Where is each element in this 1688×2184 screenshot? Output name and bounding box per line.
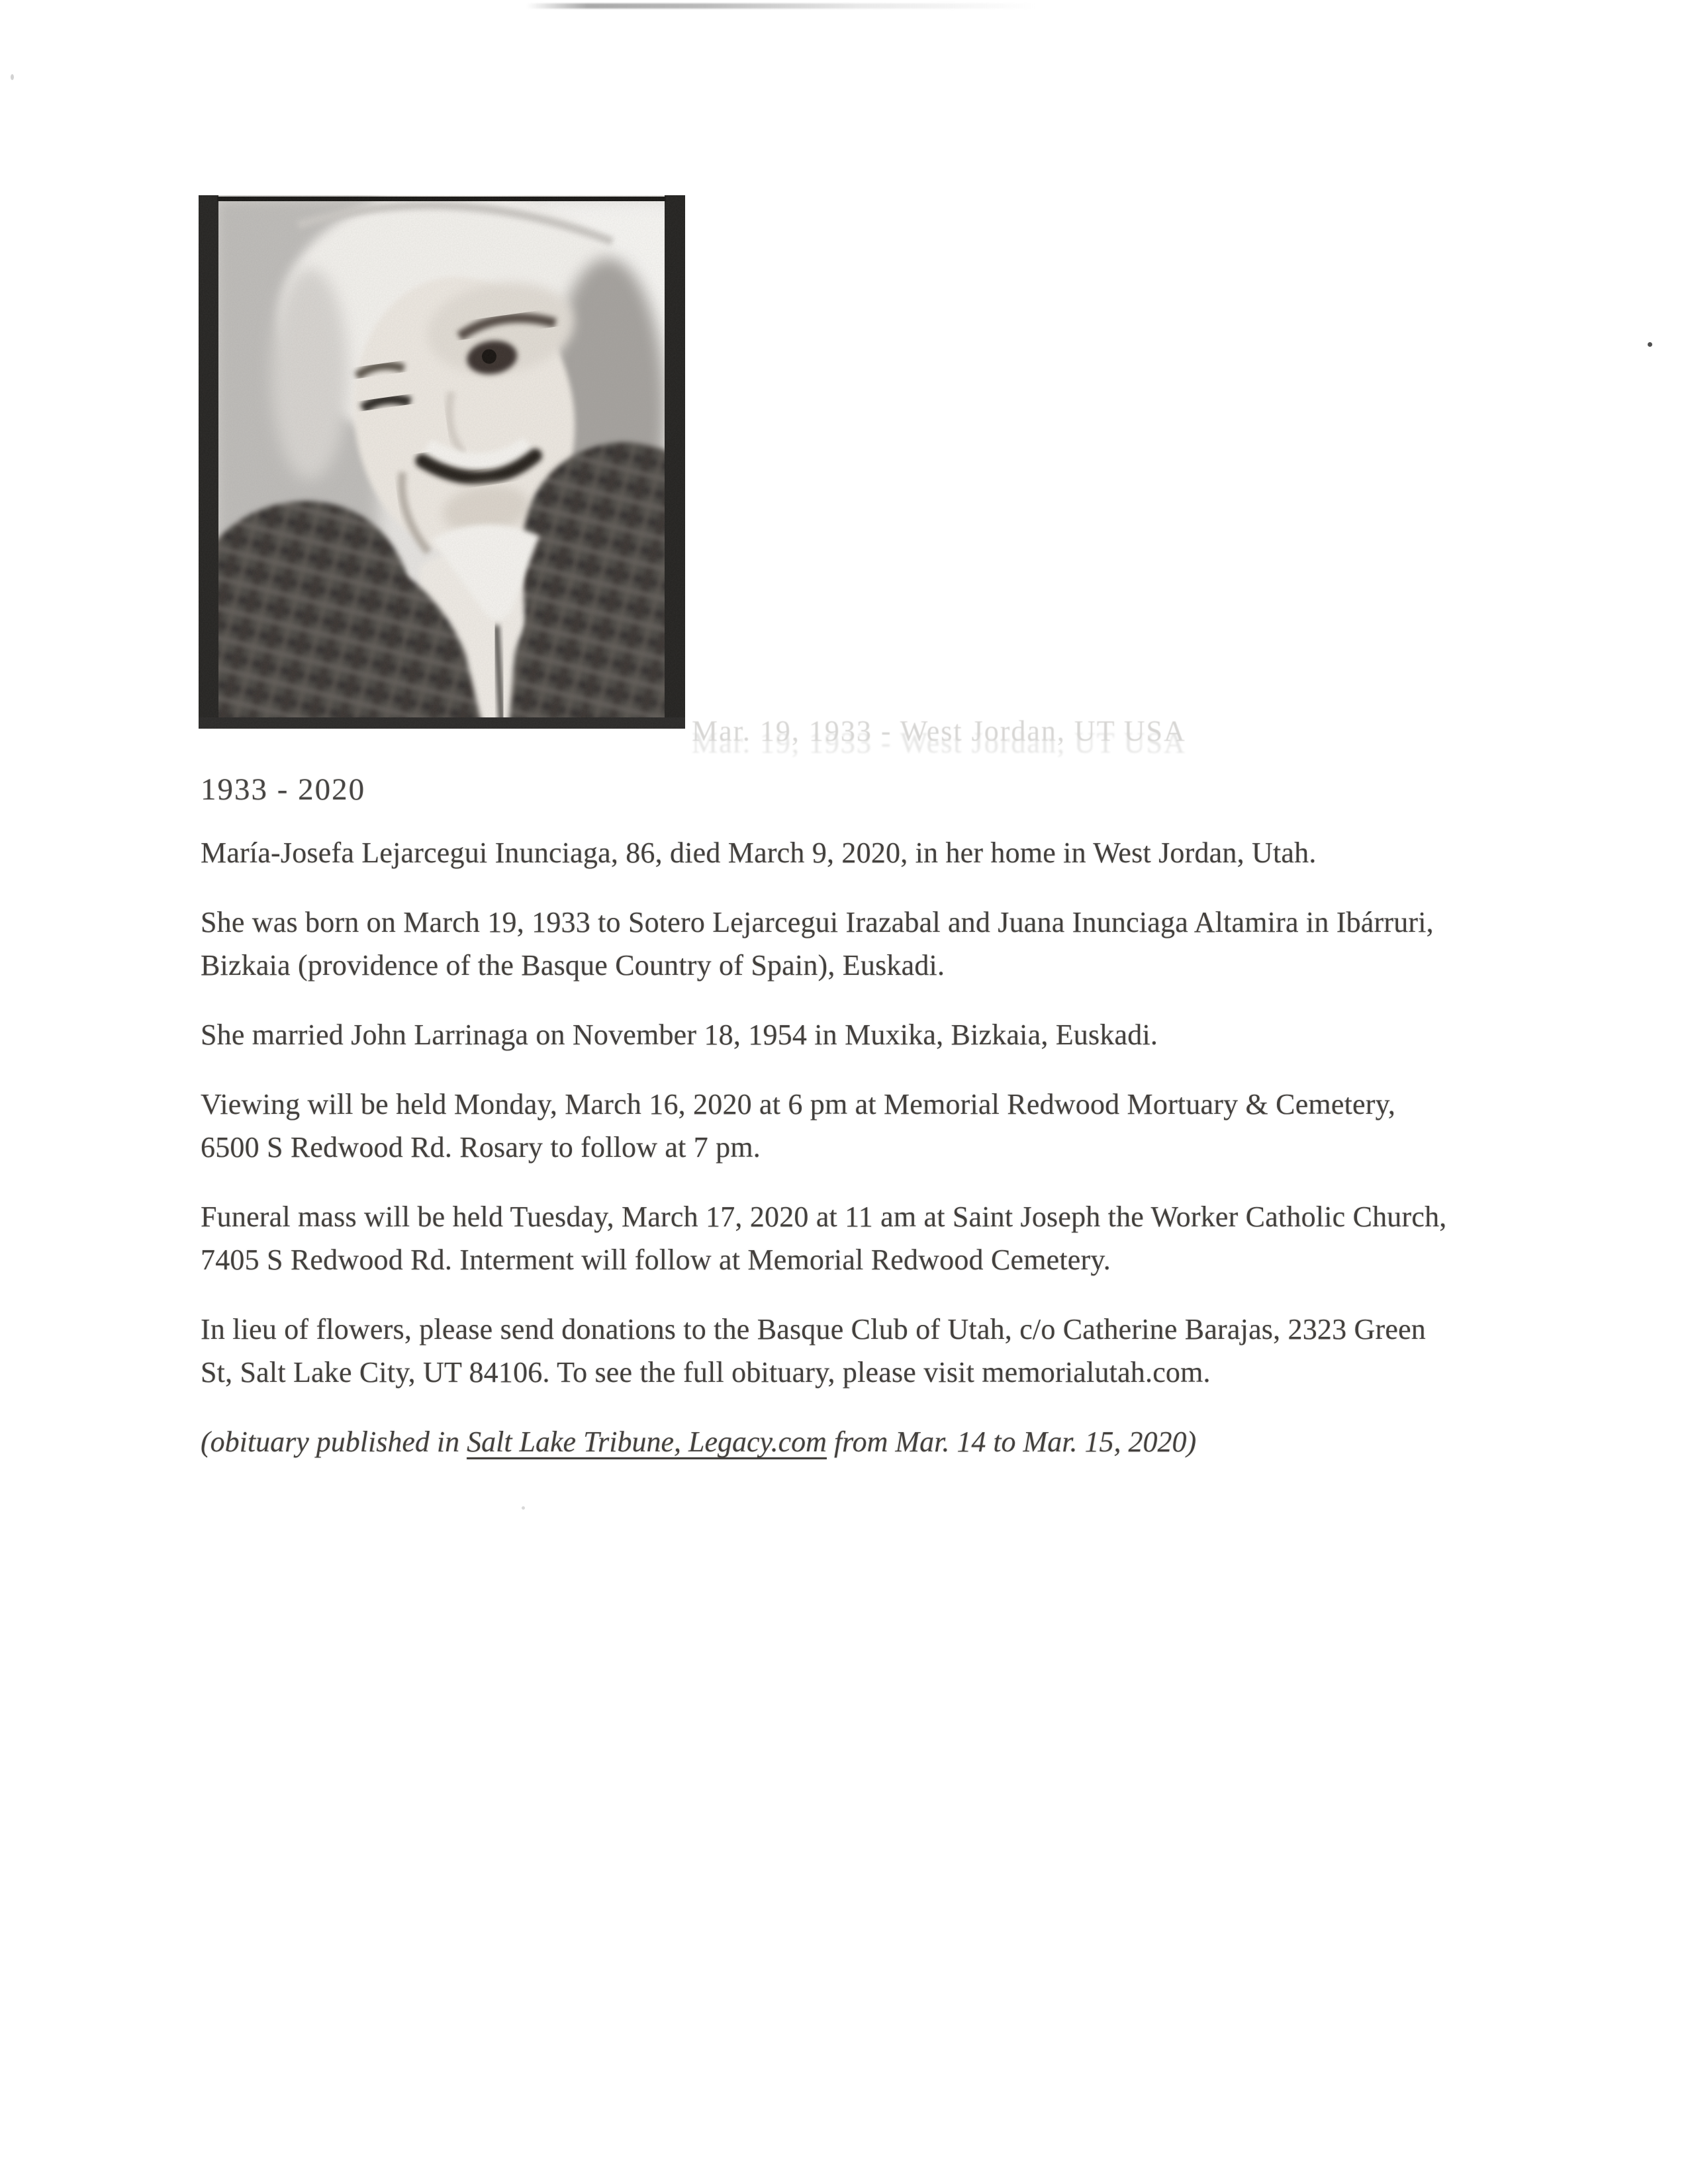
obituary-line: 7405 S Redwood Rd. Interment will follow at Memorial Redwood Cemetery. [201,1244,1111,1276]
scan-speck [11,74,14,80]
obituary-paragraph [201,901,1524,987]
obituary-line: Viewing will be held Monday, March 16, 2020 at 6 pm at Memorial Redwood Mortuary & Cemetery, [201,1088,1396,1120]
obituary-line: Funeral mass will be held Tuesday, March 17, 2020 at 11 am at Saint Joseph the Worker Catholic Church, [201,1201,1447,1233]
obituary-line: She was born on March 19, 1933 to Sotero Lejarcegui Irazabal and Juana Inunciaga Altamira in Ibárruri, [201,906,1434,938]
ghost-print-through-text: Mar. 19, 1933 - West Jordan, UT USA [692,715,1186,747]
publication-note [201,1420,1524,1463]
obituary-line: St, Salt Lake City, UT 84106. To see the full obituary, please visit memorialutah.com. [201,1356,1211,1388]
scan-speck [522,1506,525,1510]
obituary-paragraph [201,831,1524,874]
obituary-paragraph [201,1195,1524,1281]
publication-note-prefix: (obituary published in [201,1426,467,1458]
obituary-paragraph [201,1308,1524,1394]
obituary-text-block [201,769,1524,1463]
obituary-line: Bizkaia (providence of the Basque Country of Spain), Euskadi. [201,949,945,981]
scan-smudge-top [526,3,1036,9]
scan-speck [1648,342,1652,347]
life-years-heading: 1933 - 2020 [201,772,366,807]
obituary-line: She married John Larrinaga on November 18, 1954 in Muxika, Bizkaia, Euskadi. [201,1019,1158,1051]
publication-note-suffix: from Mar. 14 to Mar. 15, 2020) [826,1426,1197,1458]
publication-source-text: Salt Lake Tribune, Legacy.com [467,1426,827,1458]
obituary-paragraph [201,1013,1524,1056]
obituary-portrait-photo [199,195,685,729]
obituary-line: 6500 S Redwood Rd. Rosary to follow at 7 pm. [201,1131,761,1163]
obituary-paragraph [201,1083,1524,1169]
obituary-line: In lieu of flowers, please send donations to the Basque Club of Utah, c/o Catherine Barajas, 2323 Green [201,1313,1427,1345]
obituary-line: María-Josefa Lejarcegui Inunciaga, 86, died March 9, 2020, in her home in West Jordan, Utah. [201,837,1317,869]
